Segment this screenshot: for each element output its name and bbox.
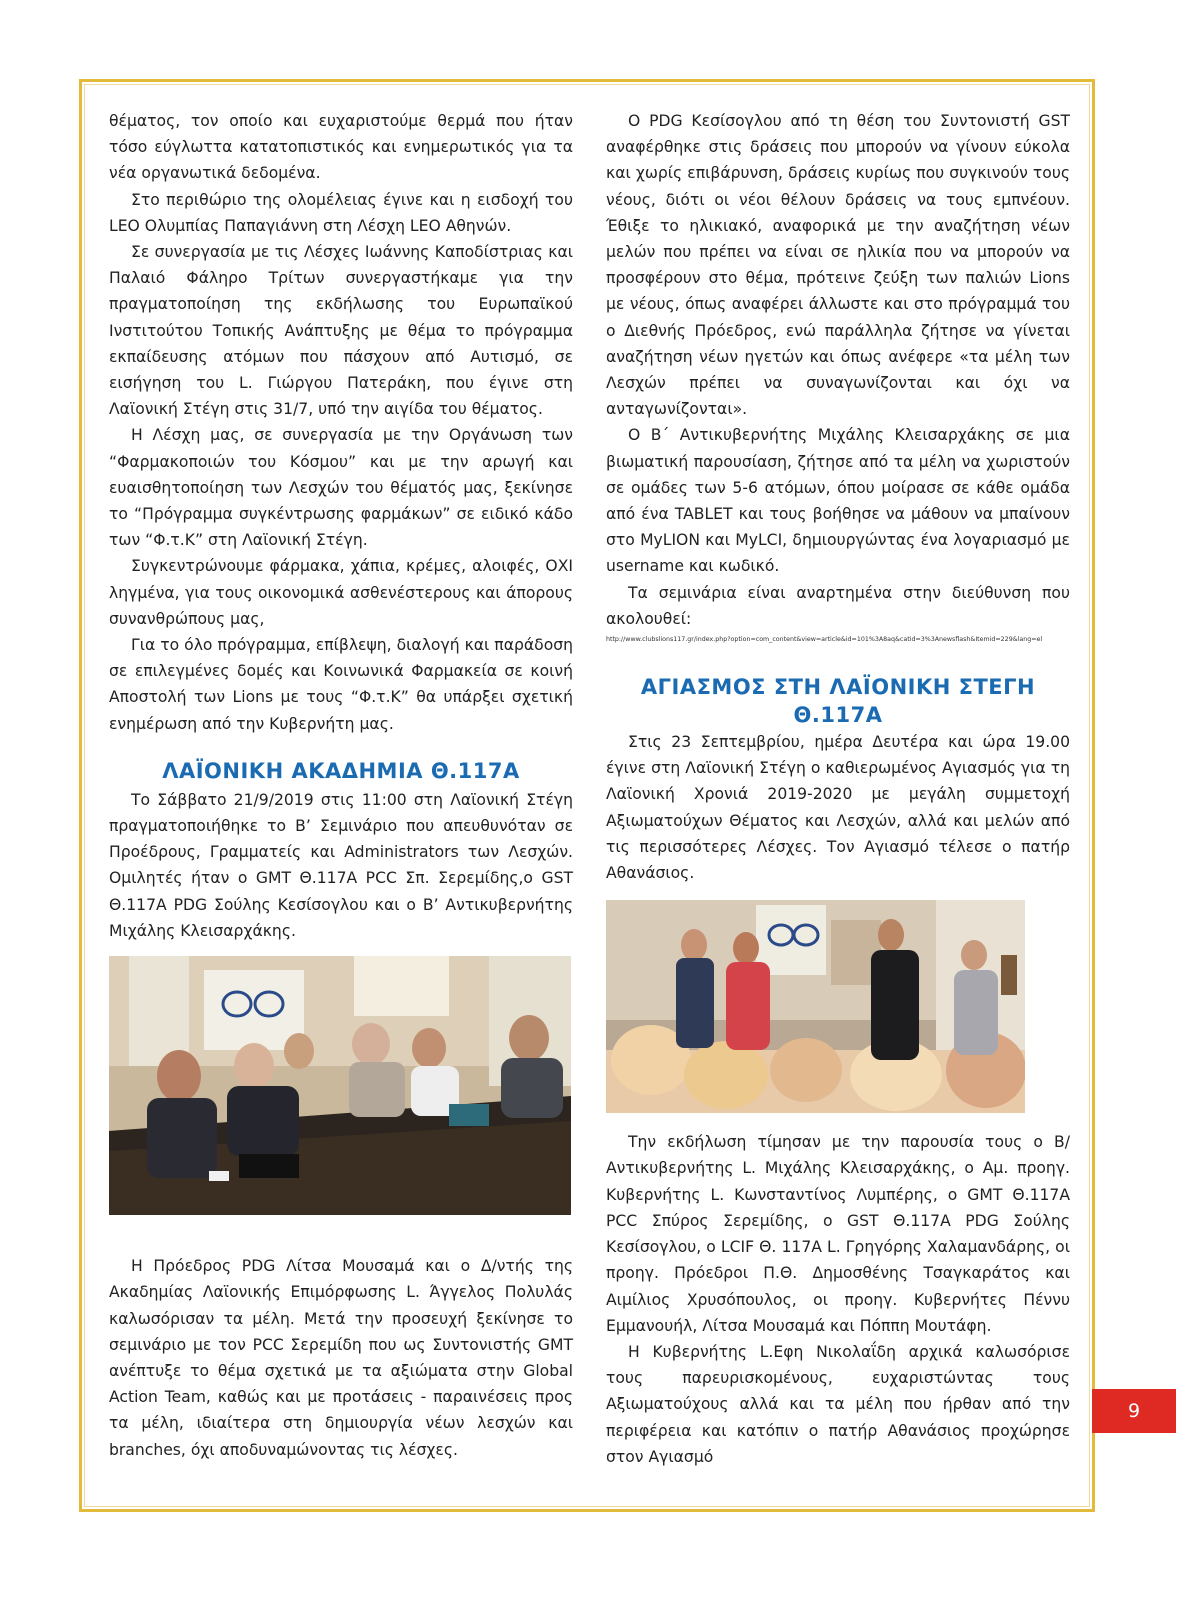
left-paragraph-2: Στο περιθώριο της ολομέλειας έγινε και η εισδοχή του LEO Ολυμπίας Παπαγιάννη στη Λέσχη LEO Αθηνών. bbox=[109, 190, 573, 235]
blessing-paragraph-2: Την εκδήλωση τίμησαν με την παρουσία τους ο Β/ Αντικυβερνήτης L. Μιχάλης Κλεισαρχάκης, ο Αμ. προηγ. Κυβερνήτης L. Κωνσταντίνος Λυμπέρης, ο GMT Θ.117Α PCC Σπύρος Σερεμίδης, ο GST Θ.117Α PDG Σούλης Κεσίσογλου, ο LCIF Θ. 117Α L. Γρηγόρης Χαλαμανδάρης, οι προηγ. Πρόεδροι Π.Θ. Δημοσθένης Τσαγκαράτος και Αιμίλιος Χρυσόπουλος, οι προηγ. Κυβερνήτες Πέννυ Εμμανουήλ, Λίτσα Μουσαμά και Πόππη Μουτάφη. bbox=[606, 1133, 1070, 1335]
left-paragraph-5: Συγκεντρώνουμε φάρμακα, χάπια, κρέμες, αλοιφές, ΟΧΙ ληγμένα, για τους οικονομικά ασθενέστερους και άπορους συνανθρώπους μας, bbox=[109, 557, 573, 628]
blessing-heading-line2: Θ.117Α bbox=[793, 703, 883, 728]
blessing-heading-line1: ΑΓΙΑΣΜΟΣ ΣΤΗ ΛΑΪΟΝΙΚΗ ΣΤΕΓΗ bbox=[640, 675, 1036, 700]
blessing-photo bbox=[606, 900, 1025, 1113]
left-column bbox=[109, 108, 573, 1463]
academy-paragraph-2: Η Πρόεδρος PDG Λίτσα Μουσαμά και ο Δ/ντής της Ακαδημίας Λαϊονικής Επιμόρφωσης L. Άγγελος Πολυλάς καλωσόρισαν τα μέλη. Μετά την προσευχή ξεκίνησε το σεμινάριο με τον PCC Σερεμίδη που ως Συντονιστής GMT ανέπτυξε το θέμα σχετικά με τα αξιώματα στην Global Action Team, καθώς και με προτάσεις - παραινέσεις προς τα μέλη, ιδιαίτερα στη δημιουργία νέων λεσχών και branches, όχι αποδυναμώνοντας τις λέσχες. bbox=[109, 1257, 573, 1459]
left-paragraph-3: Σε συνεργασία με τις Λέσχες Ιωάννης Καποδίστριας και Παλαιό Φάληρο Τρίτων συνεργαστήκαμε για την πραγματοποίηση της εκδήλωσης του Ευρωπαϊκού Ινστιτούτου Τοπικής Ανάπτυξης με θέμα το πρόγραμμα εκπαίδευσης ατόμων που πάσχουν από Αυτισμό, σε εισήγηση του L. Γιώργου Πατεράκη, που έγινε στη Λαϊονική Στέγη στις 31/7, υπό την αιγίδα του θέματος. bbox=[109, 243, 573, 419]
right-paragraph-1: Ο PDG Κεσίσογλου από τη θέση του Συντονιστή GST αναφέρθηκε στις δράσεις που μπορούν να γίνουν εύκολα και χωρίς επιβάρυνση, δράσεις κυρίως που συγκινούν τους νέους, διότι οι νέοι θέλουν δράσεις να τους εμπνέουν. Έθιξε το ηλικιακό, αναφορικά με την αναζήτηση νέων μελών που πρέπει να είναι σε ηλικία που να μπορούν να προσφέρουν στο θέμα, πρότεινε ζεύξη των παλιών Lions με νέους, όπως αναφέρει άλλωστε και στο πρόγραμμά του ο Διεθνής Πρόεδρος, ενώ παράλληλα ζήτησε να γίνεται αναζήτηση νέων ηγετών και όπως ανέφερε «τα μέλη των Λεσχών πρέπει να συναγωνίζονται και όχι να ανταγωνίζονται». bbox=[606, 112, 1070, 419]
right-column bbox=[606, 108, 1070, 1470]
left-paragraph-1: θέματος, τον οποίο και ευχαριστούμε θερμά που ήταν τόσο εύγλωττα κατατοπιστικός και ενημερωτικός για τα νέα οργανωτικά δεδομένα. bbox=[109, 112, 573, 183]
academy-paragraph: Το Σάββατο 21/9/2019 στις 11:00 στη Λαϊονική Στέγη πραγματοποιήθηκε το Β’ Σεμινάριο που απευθυνόταν σε Προέδρους, Γραμματείς και Administrators των Λεσχών. Ομιλητές ήταν ο GMT Θ.117Α PCC Σπ. Σερεμίδης,ο GST Θ.117Α PDG Σούλης Κεσίσογλου και ο Β’ Αντικυβερνήτης Μιχάλης Κλεισαρχάκης. bbox=[109, 790, 573, 940]
academy-heading: ΛΑΪΟΝΙΚΗ ΑΚΑΔΗΜΙΑ Θ.117Α bbox=[162, 758, 520, 783]
blessing-paragraph-3: Η Κυβερνήτης L.Εφη Νικολαΐδη αρχικά καλωσόρισε τους παρευρισκομένους, ευχαριστώντας τους Αξιωματούχους αλλά και τα μέλη που ήρθαν από την περιφέρεια και κατόπιν ο πατήρ Αθανάσιος προχώρησε στον Αγιασμό bbox=[606, 1342, 1070, 1466]
seminar-photo bbox=[109, 956, 571, 1215]
blessing-paragraph: Στις 23 Σεπτεμβρίου, ημέρα Δευτέρα και ώρα 19.00 έγινε στη Λαϊονική Στέγη ο καθιερωμένος Αγιασμός για τη Λαϊονική Χρονιά 2019-2020 με μεγάλη συμμετοχή Αξιωματούχων Θέματος και Λεσχών, αλλά και μελών από τις περισσότερες Λέσχες. Τον Αγιασμό τέλεσε ο πατήρ Αθανάσιος. bbox=[606, 733, 1070, 883]
left-paragraph-4: Η Λέσχη μας, σε συνεργασία με την Οργάνωση των “Φαρμακοποιών του Κόσμου” και με την αρωγή και ευαισθητοποίηση των Λεσχών του θέματός μας, ξεκίνησε το “Πρόγραμμα συγκέντρωσης φαρμάκων” σε ειδικό κάδο των “Φ.τ.Κ” στη Λαϊονική Στέγη. bbox=[109, 426, 573, 550]
page-number-badge: 9 bbox=[1092, 1389, 1176, 1433]
right-paragraph-3: Τα σεμινάρια είναι αναρτημένα στην διεύθυνση που ακολουθεί: bbox=[606, 583, 1070, 628]
right-paragraph-2: Ο Β΄ Αντικυβερνήτης Μιχάλης Κλεισαρχάκης σε μια βιωματική παρουσίαση, ζήτησε από τα μέλη να χωριστούν σε ομάδες των 5-6 ατόμων, όπου μοίρασε σε κάθε ομάδα από ένα TABLET και τους βοήθησε να μάθουν να μπαίνουν στο MyLION και MyLCI, δημιουργώντας ένα λογαριασμό με username και κωδικό. bbox=[606, 426, 1070, 576]
left-paragraph-6: Για το όλο πρόγραμμα, επίβλεψη, διαλογή και παράδοση σε επιλεγμένες δομές και Κοινωνικά Φαρμακεία σε κοινή Αποστολή των Lions με τους “Φ.τ.Κ” θα υπάρξει σχετική ενημέρωση από την Κυβερνήτη μας. bbox=[109, 636, 573, 733]
seminars-url-link[interactable]: http://www.clubslions117.gr/index.php?option=com_content&view=article&id=101%3A8aq&catid=3%3Anewsflash&Itemid=229&lang=el bbox=[606, 636, 1043, 644]
